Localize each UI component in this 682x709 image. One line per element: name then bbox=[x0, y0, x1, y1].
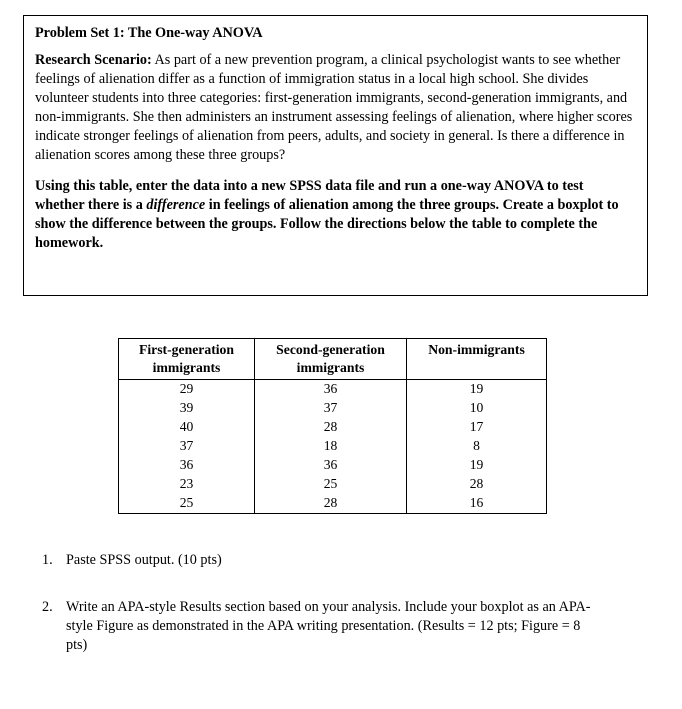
cell-second-generation: 37 bbox=[255, 399, 407, 418]
instruction-text-part1: Using this table, enter the data into a new SPSS data file and run a one-way ANOVA to test whether there is a bbox=[35, 178, 584, 214]
cell-first-generation: 36 bbox=[119, 456, 255, 475]
cell-first-generation: 23 bbox=[119, 475, 255, 494]
list-item bbox=[42, 598, 642, 655]
task-text-2: Write an APA-style Results section based on your analysis. Include your boxplot as an APA-style Figure as demonstrated in the APA writing presentation. (Results = 12 pts; Figure = 8 pts) bbox=[66, 598, 591, 653]
table-row bbox=[119, 494, 547, 514]
cell-second-generation: 36 bbox=[255, 380, 407, 400]
instruction-text-part2: in feelings of alienation among the three groups. Create a boxplot to show the difference between the groups. Follow the directions below the table to complete the homework. bbox=[35, 197, 619, 252]
table-row bbox=[119, 380, 547, 400]
data-table-container bbox=[118, 338, 547, 514]
table-row bbox=[119, 418, 547, 437]
list-item bbox=[42, 551, 642, 570]
page-title: Problem Set 1: The One-way ANOVA bbox=[35, 25, 263, 41]
cell-non-immigrants: 10 bbox=[407, 399, 547, 418]
column-header-first-generation bbox=[119, 339, 255, 380]
cell-non-immigrants: 19 bbox=[407, 380, 547, 400]
task-list bbox=[42, 551, 642, 655]
cell-first-generation: 37 bbox=[119, 437, 255, 456]
table-row bbox=[119, 475, 547, 494]
cell-second-generation: 25 bbox=[255, 475, 407, 494]
cell-non-immigrants: 28 bbox=[407, 475, 547, 494]
cell-first-generation: 29 bbox=[119, 380, 255, 400]
scenario-box bbox=[23, 15, 648, 296]
cell-non-immigrants: 8 bbox=[407, 437, 547, 456]
table-row bbox=[119, 437, 547, 456]
task-number-2: 2. bbox=[42, 598, 53, 615]
column-header-first-generation-line2: immigrants bbox=[152, 359, 221, 375]
task-text-1: Paste SPSS output. (10 pts) bbox=[66, 552, 222, 568]
cell-non-immigrants: 17 bbox=[407, 418, 547, 437]
column-header-non-immigrants bbox=[407, 339, 547, 380]
cell-first-generation: 40 bbox=[119, 418, 255, 437]
cell-second-generation: 18 bbox=[255, 437, 407, 456]
research-scenario-body: As part of a new prevention program, a clinical psychologist wants to see whether feelings of alienation differ as a function of immigration status in a local high school. She divides volunteer students into three categories: first-generation immigrants, second-generation immigrants, and non-immigrants. She then administers an instrument assessing feelings of alienation, where higher scores indicate stronger feelings of alienation from peers, adults, and society in general. Is there a difference in alienation scores among these three groups? bbox=[35, 52, 633, 164]
cell-second-generation: 28 bbox=[255, 494, 407, 514]
research-scenario-paragraph bbox=[35, 51, 633, 165]
column-header-second-generation-line2: immigrants bbox=[296, 359, 365, 375]
cell-non-immigrants: 16 bbox=[407, 494, 547, 514]
cell-first-generation: 25 bbox=[119, 494, 255, 514]
cell-second-generation: 36 bbox=[255, 456, 407, 475]
cell-non-immigrants: 19 bbox=[407, 456, 547, 475]
instruction-paragraph bbox=[35, 177, 633, 253]
table-header-row bbox=[119, 339, 547, 380]
cell-second-generation: 28 bbox=[255, 418, 407, 437]
column-header-first-generation-line1: First-generation bbox=[138, 342, 235, 357]
table-row bbox=[119, 456, 547, 475]
table-row bbox=[119, 399, 547, 418]
cell-first-generation: 39 bbox=[119, 399, 255, 418]
column-header-second-generation-line1: Second-generation bbox=[276, 342, 385, 357]
instruction-emphasis-word: difference bbox=[146, 197, 206, 214]
research-scenario-label: Research Scenario: bbox=[35, 52, 152, 69]
alienation-scores-table bbox=[118, 338, 547, 514]
task-number-1: 1. bbox=[42, 552, 53, 568]
column-header-non-immigrants-line1: Non-immigrants bbox=[428, 342, 525, 357]
column-header-second-generation bbox=[255, 339, 407, 380]
